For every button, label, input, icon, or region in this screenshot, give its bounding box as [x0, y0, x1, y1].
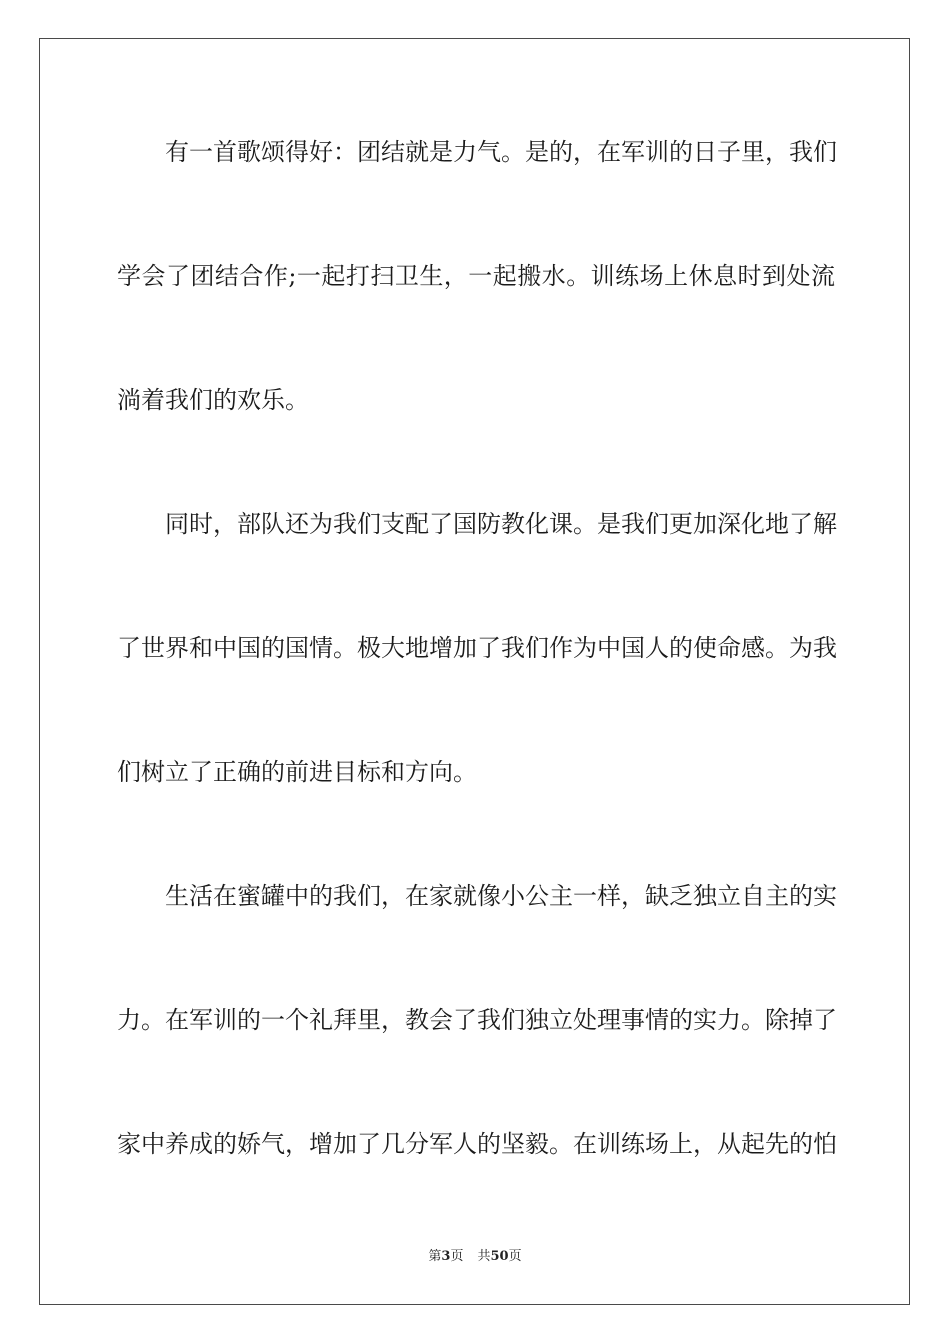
page-border [39, 38, 910, 1305]
paragraph-3-line-2: 力。在军训的一个礼拜里，教会了我们独立处理事情的实力。除掉了 [117, 1006, 837, 1034]
total-suffix: 页 [508, 1249, 522, 1264]
paragraph-1-line-1: 有一首歌颂得好：团结就是力气。是的，在军训的日子里，我们 [165, 138, 837, 166]
paragraph-1-line-2: 学会了团结合作;一起打扫卫生，一起搬水。训练场上休息时到处流 [117, 262, 835, 290]
page-suffix: 页 [450, 1249, 464, 1264]
paragraph-2-line-3: 们树立了正确的前进目标和方向。 [117, 758, 477, 786]
paragraph-3-line-1: 生活在蜜罐中的我们，在家就像小公主一样，缺乏独立自主的实 [165, 882, 837, 910]
page-footer [0, 1248, 950, 1266]
page-prefix: 第 [428, 1249, 442, 1264]
paragraph-3-line-3: 家中养成的娇气，增加了几分军人的坚毅。在训练场上，从起先的怕 [117, 1130, 837, 1158]
paragraph-2-line-2: 了世界和中国的国情。极大地增加了我们作为中国人的使命感。为我 [117, 634, 837, 662]
total-pages: 50 [490, 1249, 509, 1264]
paragraph-1-line-3: 淌着我们的欢乐。 [117, 386, 309, 414]
paragraph-2-line-1: 同时，部队还为我们支配了国防教化课。是我们更加深化地了解 [165, 510, 837, 538]
page-number: 3 [441, 1249, 451, 1264]
total-prefix: 共 [477, 1249, 491, 1264]
